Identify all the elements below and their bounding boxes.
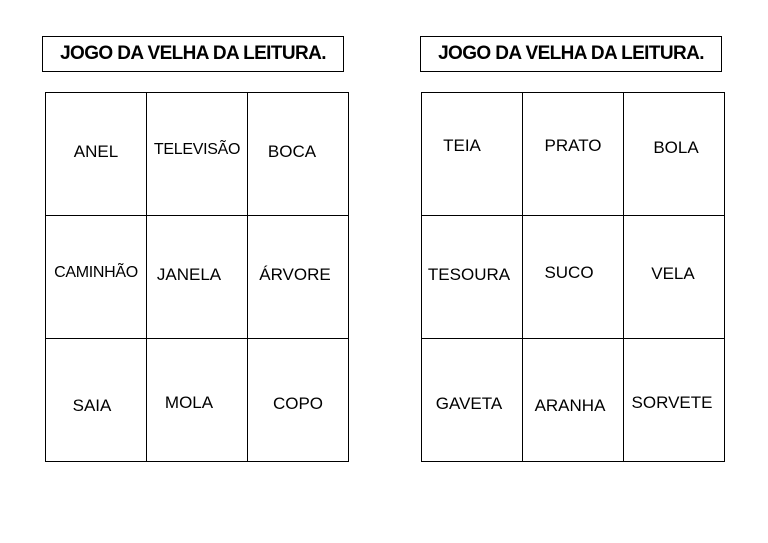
board-1-row-3 [46,339,349,462]
board-2-word-teia: TEIA [443,136,481,155]
board-2-word-bola: BOLA [653,138,699,157]
board-2-cell-1-2[interactable] [523,93,624,216]
board-2-cell-1-3[interactable] [624,93,725,216]
board-2-word-prato: PRATO [544,136,602,155]
board-2-row-3 [422,339,725,462]
board-1-word-televisao: TELEVISÃO [153,141,241,158]
board-2-word-aranha: ARANHA [534,396,606,415]
board-1-cell-3-1[interactable] [46,339,147,462]
board-1-word-anel: ANEL [73,142,119,161]
board-1-word-boca: BOCA [267,142,317,161]
board-2-word-tesoura: TESOURA [427,265,511,284]
board-2-word-sorvete: SORVETE [631,393,713,412]
board-1-cell-1-3[interactable] [248,93,349,216]
board-1-title: JOGO DA VELHA DA LEITURA. [42,36,344,72]
board-1-cell-2-1[interactable] [46,216,147,339]
board-1-word-saia: SAIA [72,396,112,415]
board-1-word-caminhao: CAMINHÃO [54,264,138,281]
board-1-grid [45,92,349,462]
board-1-cell-3-3[interactable] [248,339,349,462]
board-1-cell-2-2[interactable] [147,216,248,339]
board-1-row-2 [46,216,349,339]
board-2-grid [421,92,725,462]
board-2-title: JOGO DA VELHA DA LEITURA. [420,36,722,72]
board-2-row-1 [422,93,725,216]
board-2-word-gaveta: GAVETA [435,394,503,413]
board-1-word-mola: MOLA [164,393,214,412]
board-1-word-copo: COPO [272,394,324,413]
board-2-cell-3-2[interactable] [523,339,624,462]
board-1-word-janela: JANELA [156,265,222,284]
board-2-cell-2-3[interactable] [624,216,725,339]
board-1-word-arvore: ÁRVORE [259,265,331,284]
board-2-cell-1-1[interactable] [422,93,523,216]
board-2-cell-2-2[interactable] [523,216,624,339]
board-1-cell-3-2[interactable] [147,339,248,462]
board-2-cell-2-1[interactable] [422,216,523,339]
board-1-row-1 [46,93,349,216]
board-2-word-suco: SUCO [544,263,594,282]
board-1-cell-1-2[interactable] [147,93,248,216]
board-2-word-vela: VELA [651,264,695,283]
board-2-cell-3-3[interactable] [624,339,725,462]
board-2-cell-3-1[interactable] [422,339,523,462]
board-1-cell-2-3[interactable] [248,216,349,339]
board-1-cell-1-1[interactable] [46,93,147,216]
board-2-row-2 [422,216,725,339]
